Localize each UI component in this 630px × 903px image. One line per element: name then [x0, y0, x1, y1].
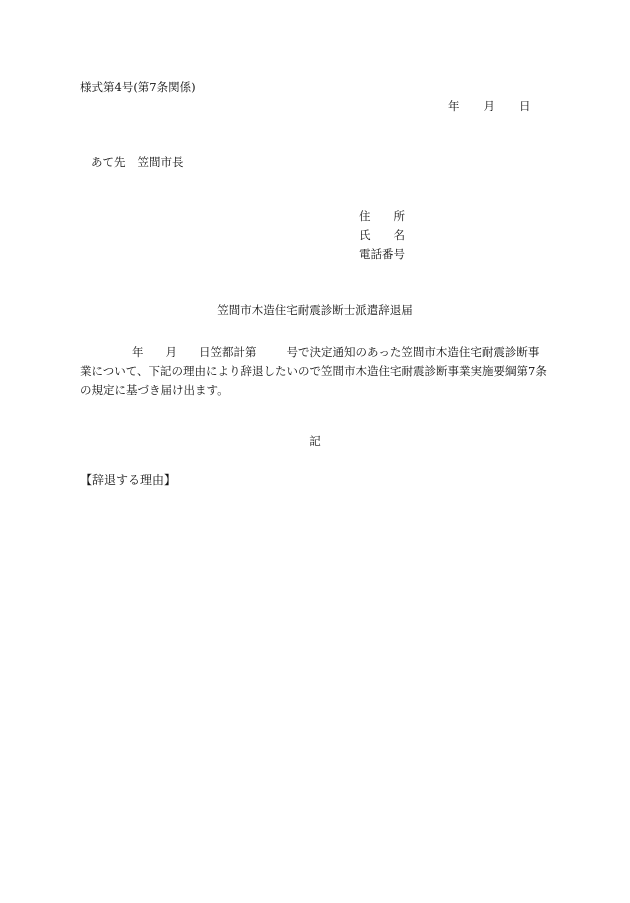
ki-heading: 記	[309, 434, 321, 448]
document-title: 笠間市木造住宅耐震診断士派遣辞退届	[217, 303, 413, 317]
applicant-block	[359, 211, 419, 268]
date-month-label: 月	[483, 99, 495, 113]
date-day-label: 日	[519, 99, 531, 113]
body-text: 号で決定通知のあった笠間市木造住宅耐震診断事業について、下記の理由により辞退したいので笠間市木造住宅耐震診断事業実施要綱第7条の規定に基づき届け出ます。	[80, 345, 547, 397]
body-year: 年	[132, 345, 144, 359]
addressee-row	[91, 157, 184, 169]
reason-heading: 【辞退する理由】	[80, 473, 177, 487]
addressee-recipient: 笠間市長	[137, 155, 184, 169]
addressee-label: あて先	[91, 155, 126, 169]
body-month: 月	[165, 345, 177, 359]
name-label: 氏 名	[359, 228, 405, 242]
body-paragraph	[80, 343, 548, 400]
form-number: 様式第4号(第7条関係)	[80, 80, 196, 94]
address-label: 住 所	[359, 209, 405, 223]
phone-label: 電話番号	[359, 247, 405, 261]
date-row	[448, 101, 531, 113]
date-year-label: 年	[448, 99, 460, 113]
body-day-prefix: 日笠都計第	[199, 345, 257, 359]
